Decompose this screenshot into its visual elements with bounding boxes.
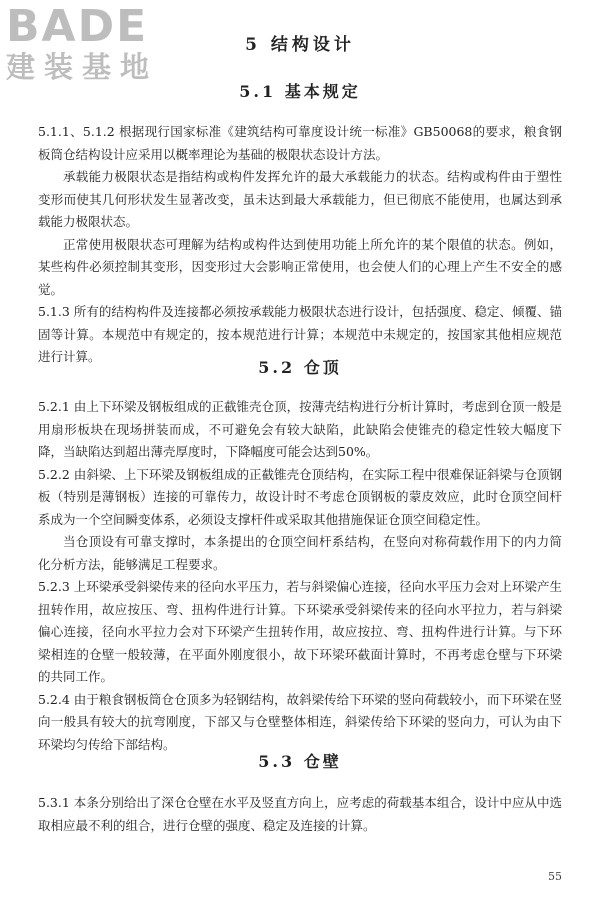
paragraph: 5.2.2 由斜梁、上下环梁及钢板组成的正截锥壳仓顶结构，在实际工程中很难保证斜梁与仓顶钢板（特别是薄钢板）连接的可靠传力，故设计时不考虑仓顶钢板的蒙皮效应，此时仓顶空间杆系成为一个空间瞬变体系，必须设支撑杆件或采取其他措施保证仓顶空间稳定性。 <box>38 466 562 527</box>
paragraph: 正常使用极限状态可理解为结构或构件达到使用功能上所允许的某个限值的状态。例如，某些构件必须控制其变形，因变形过大会影响正常使用，也会使人们的心理上产生不安全的感觉。 <box>38 236 562 297</box>
paragraph: 承载能力极限状态是指结构或构件发挥允许的最大承载能力的状态。结构或构件由于塑性变形而使其几何形状发生显著改变，虽未达到最大承载能力，但已彻底不能使用，也属达到承载能力极限状态。 <box>38 169 562 229</box>
section-body-5-3 <box>38 792 562 837</box>
paragraph: 5.2.3 上环梁承受斜梁传来的径向水平压力，若与斜梁偏心连接，径向水平压力会对上环梁产生扭转作用，故应按压、弯、扭构件进行计算。下环梁承受斜梁传来的径向水平拉力，若与斜梁偏心连接，径向水平拉力会对下环梁产生扭转作用，故应按拉、弯、扭构件进行计算。与下环梁相连的仓壁一般较薄，在平面外刚度很小，故下环梁环截面计算时，不再考虑仓壁与下环梁的共同工作。 <box>38 579 562 684</box>
paragraph: 当仓顶设有可靠支撑时，本条提出的仓顶空间杆系结构，在竖向对称荷载作用下的内力简化分析方法，能够满足工程要求。 <box>38 534 562 572</box>
paragraph: 5.3.1 本条分别给出了深仓仓壁在水平及竖直方向上，应考虑的荷载基本组合，设计中应从中选取相应最不利的组合，进行仓壁的强度、稳定及连接的计算。 <box>38 795 562 833</box>
logo-subtitle: 建装基地 <box>6 50 159 84</box>
paragraph: 5.2.4 由于粮食钢板筒仓仓顶多为轻钢结构，故斜梁传给下环梁的竖向荷载较小，而下环梁在竖向一般具有较大的抗弯刚度，下部又与仓壁整体相连，斜梁传给下环梁的竖向力，可认为由下环梁均匀传给下部结构。 <box>38 691 562 752</box>
section-body-5-2 <box>38 396 562 756</box>
page-number: 55 <box>548 870 562 883</box>
section-title-5-2: 5.2 仓顶 <box>258 358 342 377</box>
section-title-5-1: 5.1 基本规定 <box>239 82 361 101</box>
paragraph: 5.2.1 由上下环梁及钢板组成的正截锥壳仓顶，按薄壳结构进行分析计算时，考虑到仓顶一般是用扇形板块在现场拼装而成，不可避免会有较大缺陷，此缺陷会使锥壳的稳定性较大幅度下降，当缺陷达到超出薄壳厚度时，下降幅度可能会达到50%。 <box>38 399 562 459</box>
section-body-5-1 <box>38 121 562 369</box>
logo-brand: BADE <box>6 1 149 52</box>
paragraph: 5.1.3 所有的结构构件及连接都必须按承载能力极限状态进行设计，包括强度、稳定、倾覆、锚固等计算。本规范中有规定的，按本规范进行计算；本规范中未规定的，按国家其他相应规范进行计算。 <box>38 304 562 364</box>
paragraph: 5.1.1、5.1.2 根据现行国家标准《建筑结构可靠度设计统一标准》GB50068的要求，粮食钢板筒仓结构设计应采用以概率理论为基础的极限状态设计方法。 <box>38 124 562 162</box>
chapter-title: 5 结构设计 <box>245 35 355 55</box>
section-title-5-3: 5.3 仓壁 <box>258 752 342 771</box>
